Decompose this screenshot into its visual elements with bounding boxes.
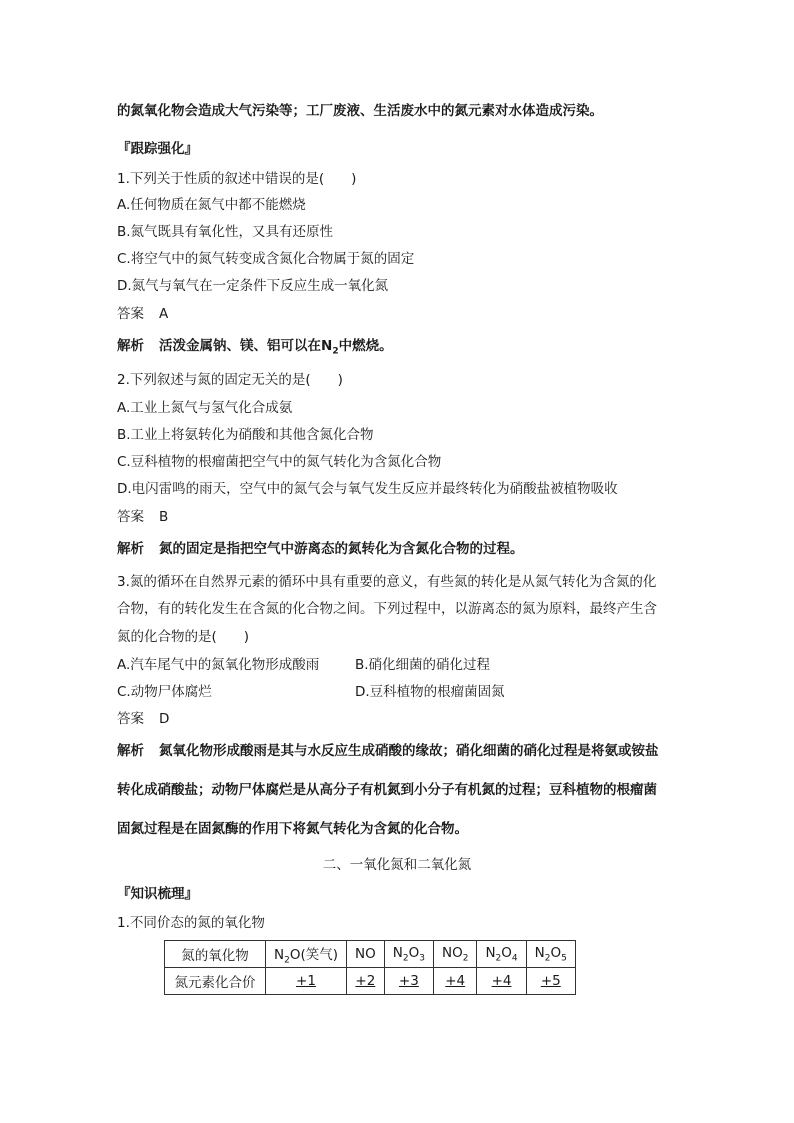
valence-cell: +4 <box>477 968 526 995</box>
analysis-text: 氮氧化物形成酸雨是其与水反应生成硝酸的缘故；硝化细菌的硝化过程是将氨或铵盐 <box>159 743 659 759</box>
section-title: 知识梳理 <box>130 886 185 902</box>
oxide-formula-cell: $N_2O_5$ <box>526 941 575 968</box>
q1-stem: 1.下列关于性质的叙述中错误的是( ) <box>117 171 357 187</box>
analysis-label: 解析 <box>117 541 144 557</box>
q1-option-b: B.氮气既具有氧化性，又具有还原性 <box>117 224 334 240</box>
q3-analysis-line3: 固氮过程是在固氮酶的作用下将氮气转化为含氮的化合物。 <box>117 821 468 837</box>
table-row-header: 氮的氧化物 <box>165 941 266 968</box>
bracket-right-icon: 』 <box>184 141 198 157</box>
q3-analysis-line2: 转化成硝酸盐；动物尸体腐烂是从高分子有机氮到小分子有机氮的过程；豆科植物的根瘤菌 <box>117 782 657 798</box>
table-row-header: 氮元素化合价 <box>165 968 266 995</box>
q3-analysis-line1 <box>117 742 659 760</box>
bracket-right-icon: 』 <box>184 886 198 902</box>
q3-stem-line2: 合物，有的转化发生在含氮的化合物之间。下列过程中，以游离态的氮为原料，最终产生含 <box>117 601 657 617</box>
bracket-left-icon: 『 <box>117 141 131 157</box>
intro-line: 的氮氧化物会造成大气污染等；工厂废液、生活废水中的氮元素对水体造成污染。 <box>117 103 603 119</box>
q1-option-d: D.氮气与氧气在一定条件下反应生成一氧化氮 <box>117 278 389 294</box>
q2-option-d: D.电闪雷鸣的雨天，空气中的氮气会与氧气发生反应并最终转化为硝酸盐被植物吸收 <box>117 481 618 497</box>
section-heading-follow-up <box>117 140 198 158</box>
valence-cell: +5 <box>526 968 575 995</box>
analysis-text-end: 中燃烧。 <box>338 338 393 354</box>
answer-label: 答案 <box>117 711 144 727</box>
valence-cell: +1 <box>266 968 347 995</box>
q2-stem: 2.下列叙述与氮的固定无关的是( ) <box>117 372 343 388</box>
q3-answer <box>117 710 169 728</box>
section-heading-knowledge <box>117 885 198 903</box>
q2-option-c: C.豆科植物的根瘤菌把空气中的氮气转化为含氮化合物 <box>117 454 442 470</box>
table-row <box>165 941 576 968</box>
answer-value: A <box>159 306 169 322</box>
q1-option-a: A.任何物质在氮气中都不能燃烧 <box>117 197 306 213</box>
analysis-subscript: 2 <box>332 346 339 357</box>
oxide-formula-cell: $N_2O_4$ <box>477 941 526 968</box>
valence-cell: +2 <box>347 968 385 995</box>
oxide-formula-cell: $NO_2$ <box>433 941 476 968</box>
q1-option-c: C.将空气中的氮气转变成含氮化合物属于氮的固定 <box>117 251 415 267</box>
answer-label: 答案 <box>117 306 144 322</box>
answer-label: 答案 <box>117 509 144 525</box>
subsection-title: 1.不同价态的氮的氧化物 <box>117 915 265 931</box>
q2-analysis <box>117 540 524 558</box>
q3-option-d: D.豆科植物的根瘤菌固氮 <box>355 684 505 700</box>
oxide-formula-cell: NO <box>347 941 385 968</box>
part-heading: 二、一氧化氮和二氧化氮 <box>322 857 472 873</box>
q3-stem-line1: 3.氮的循环在自然界元素的循环中具有重要的意义，有些氮的转化是从氮气转化为含氮的化 <box>117 574 657 590</box>
answer-value: B <box>159 509 169 525</box>
oxide-formula-cell: $N_2O$(笑气) <box>266 941 347 968</box>
q2-option-a: A.工业上氮气与氢气化合成氨 <box>117 400 293 416</box>
q2-answer <box>117 508 168 526</box>
answer-value: D <box>159 711 170 727</box>
nitrogen-oxides-table <box>164 940 576 995</box>
analysis-label: 解析 <box>117 338 144 354</box>
bracket-left-icon: 『 <box>117 886 131 902</box>
valence-cell: +4 <box>433 968 476 995</box>
q2-option-b: B.工业上将氨转化为硝酸和其他含氮化合物 <box>117 427 374 443</box>
q3-option-b: B.硝化细菌的硝化过程 <box>355 657 491 673</box>
q1-answer <box>117 305 168 323</box>
analysis-label: 解析 <box>117 743 144 759</box>
q3-option-c: C.动物尸体腐烂 <box>117 684 212 700</box>
analysis-text: 氮的固定是指把空气中游离态的氮转化为含氮化合物的过程。 <box>159 541 524 557</box>
q3-option-a: A.汽车尾气中的氮氧化物形成酸雨 <box>117 657 320 673</box>
valence-cell: +3 <box>384 968 433 995</box>
oxide-formula-cell: $N_2O_3$ <box>384 941 433 968</box>
q3-stem-line3: 氮的化合物的是( ) <box>117 629 250 645</box>
analysis-text: 活泼金属钠、镁、铝可以在N <box>159 338 333 354</box>
table-row <box>165 968 576 995</box>
q1-analysis <box>117 337 393 361</box>
section-title: 跟踪强化 <box>130 141 185 157</box>
